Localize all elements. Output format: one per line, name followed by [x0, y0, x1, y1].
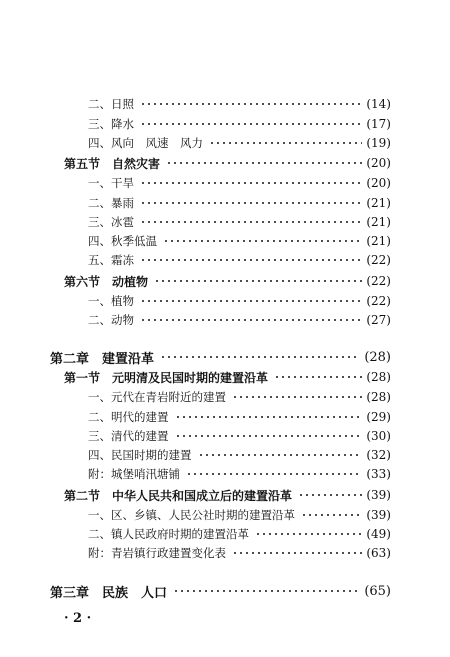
- dot-leader: [175, 430, 363, 442]
- toc-entry-page: (33): [366, 467, 391, 481]
- toc-entry-republic: [88, 446, 391, 464]
- toc-entry-page: (14): [366, 97, 391, 111]
- dot-leader: [232, 391, 362, 403]
- toc-entry-title: 第二章 建置沿革: [50, 351, 155, 367]
- dot-leader: [140, 314, 362, 326]
- toc-entry-animals: [88, 311, 391, 329]
- toc-entry-page: (21): [366, 196, 391, 210]
- toc-section-6: [64, 272, 391, 290]
- dot-leader: [301, 509, 362, 521]
- toc-entry-title: 五、霜冻: [88, 253, 134, 267]
- toc-entry-page: (22): [366, 294, 391, 308]
- toc-ch2-section-2: [64, 486, 391, 504]
- toc-entry-page: (32): [366, 448, 391, 462]
- dot-leader: [166, 157, 362, 169]
- dot-leader: [198, 449, 363, 461]
- toc-entry-autumn-cold: [88, 232, 391, 250]
- toc-entry-page: (27): [366, 313, 391, 327]
- toc-entry-page: (63): [366, 546, 391, 560]
- toc-chapter-2: [50, 348, 391, 366]
- toc-entry-title: 第一节 元明清及民国时期的建置沿革: [64, 370, 269, 385]
- toc-entry-title: 三、降水: [88, 117, 134, 131]
- toc-entry-page: (49): [366, 527, 391, 541]
- toc-entry-page: (28): [364, 349, 391, 365]
- dot-leader: [173, 585, 360, 597]
- toc-entry-title: 二、明代的建置: [88, 410, 169, 424]
- toc-entry-page: (20): [366, 176, 391, 190]
- toc-entry-title: 第三章 民族 人口: [50, 585, 168, 601]
- toc-entry-page: (22): [366, 274, 391, 288]
- toc-entry-appendix-table: [88, 544, 391, 562]
- toc-entry-title: 四、秋季低温: [88, 234, 157, 248]
- dot-leader: [140, 118, 362, 130]
- toc-entry-title: 一、区、乡镇、人民公社时期的建置沿革: [88, 508, 295, 522]
- toc-entry-page: (22): [366, 253, 391, 267]
- toc-section-5: [64, 154, 391, 172]
- toc-entry-title: 第五节 自然灾害: [64, 156, 161, 171]
- toc-entry-appendix-forts: [88, 465, 391, 483]
- toc-entry-page: (21): [366, 215, 391, 229]
- toc-entry-ming: [88, 408, 391, 426]
- dot-leader: [232, 547, 362, 559]
- toc-entry-title: 四、民国时期的建置: [88, 448, 192, 462]
- toc-entry-title: 四、风向 风速 风力: [88, 136, 203, 150]
- dot-leader: [154, 275, 362, 287]
- dot-leader: [298, 489, 362, 501]
- toc-entry-rainstorm: [88, 194, 391, 212]
- toc-entry-sunshine: [88, 95, 391, 113]
- toc-entry-town-government: [88, 525, 391, 543]
- toc-entry-page: (39): [366, 508, 391, 522]
- dot-leader: [140, 177, 362, 189]
- toc-entry-hail: [88, 213, 391, 231]
- toc-entry-title: 第六节 动植物: [64, 274, 149, 289]
- toc-entry-title: 三、清代的建置: [88, 429, 169, 443]
- toc-entry-title: 附：青岩镇行政建置变化表: [88, 546, 226, 560]
- toc-entry-frost: [88, 251, 391, 269]
- dot-leader: [186, 468, 362, 480]
- dot-leader: [140, 98, 362, 110]
- toc-entry-page: (65): [364, 583, 391, 599]
- dot-leader: [140, 254, 362, 266]
- toc-entry-title: 一、元代在青岩附近的建置: [88, 390, 226, 404]
- dot-leader: [209, 137, 362, 149]
- toc-entry-plants: [88, 292, 391, 310]
- toc-entry-qing: [88, 427, 391, 445]
- dot-leader: [163, 235, 362, 247]
- dot-leader: [140, 197, 362, 209]
- toc-entry-page: (20): [366, 156, 391, 170]
- toc-entry-page: (39): [366, 488, 391, 502]
- toc-entry-commune: [88, 506, 391, 524]
- toc-chapter-3: [50, 582, 391, 600]
- toc-entry-title: 二、动物: [88, 313, 134, 327]
- toc-entry-wind: [88, 134, 391, 152]
- toc-entry-drought: [88, 174, 391, 192]
- toc-entry-precipitation: [88, 115, 391, 133]
- toc-entry-title: 二、日照: [88, 97, 134, 111]
- toc-entry-page: (28): [366, 390, 391, 404]
- toc-entry-page: (19): [366, 136, 391, 150]
- toc-entry-title: 一、干旱: [88, 176, 134, 190]
- dot-leader: [175, 411, 363, 423]
- toc-entry-title: 二、镇人民政府时期的建置沿革: [88, 527, 249, 541]
- toc-entry-page: (21): [366, 234, 391, 248]
- toc-entry-yuan: [88, 388, 391, 406]
- toc-entry-title: 附：城堡哨汛塘铺: [88, 467, 180, 481]
- toc-entry-page: (30): [366, 429, 391, 443]
- toc-entry-title: 一、植物: [88, 294, 134, 308]
- toc-entry-page: (28): [366, 370, 391, 384]
- toc-entry-page: (29): [366, 410, 391, 424]
- toc-entry-page: (17): [366, 117, 391, 131]
- dot-leader: [140, 295, 362, 307]
- toc-entry-title: 三、冰雹: [88, 215, 134, 229]
- dot-leader: [274, 371, 362, 383]
- dot-leader: [140, 216, 362, 228]
- dot-leader: [160, 351, 360, 363]
- dot-leader: [255, 528, 362, 540]
- toc-entry-title: 二、暴雨: [88, 196, 134, 210]
- toc-ch2-section-1: [64, 368, 391, 386]
- page-number: · 2 ·: [64, 611, 92, 626]
- toc-entry-title: 第二节 中华人民共和国成立后的建置沿革: [64, 488, 293, 503]
